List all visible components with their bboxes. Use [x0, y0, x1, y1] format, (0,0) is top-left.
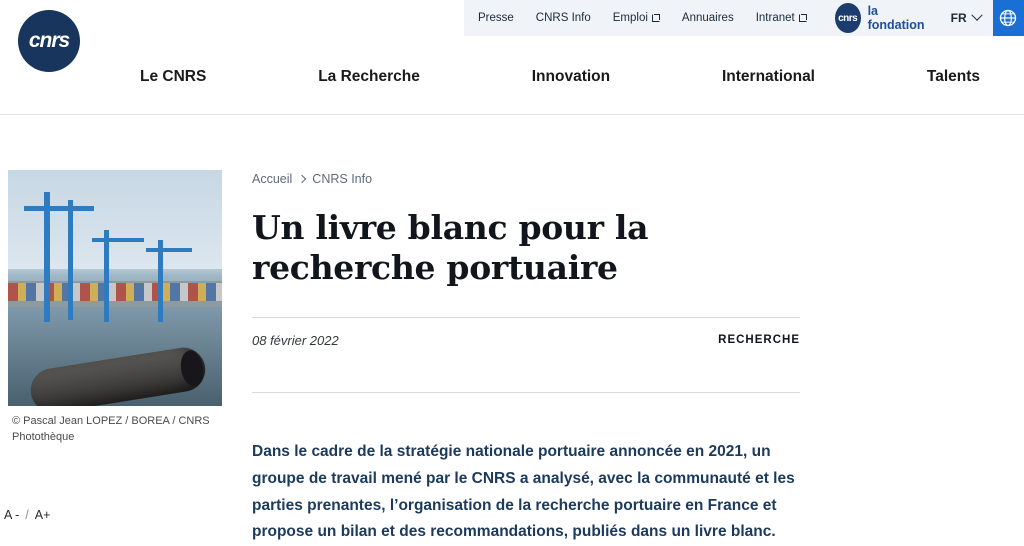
- article-lead-paragraph: Dans le cadre de la stratégie nationale portuaire annoncée en 2021, un groupe de travail mené par le CNRS a analysé, avec la communauté et les parties prenantes, l’organisation de la recherche portuaire en France et propose un bilan et des recommandations, publiés dans un livre blanc.: [252, 443, 795, 541]
- photo-sky: [8, 170, 222, 269]
- utility-link-annuaires[interactable]: [682, 12, 734, 24]
- category-tag[interactable]: RECHERCHE: [718, 334, 800, 347]
- nav-item-la-recherche[interactable]: La Recherche: [318, 68, 420, 85]
- photo-crane: [146, 248, 192, 252]
- chevron-down-icon: [971, 10, 982, 21]
- media-caption: © Pascal Jean LOPEZ / BOREA / CNRS Photothèque: [12, 415, 210, 443]
- photo-crane: [68, 200, 73, 320]
- cnrs-logo-text: cnrs: [28, 29, 70, 52]
- font-size-increase-button[interactable]: A+: [34, 508, 51, 522]
- chevron-right-icon: [298, 175, 306, 183]
- font-size-decrease-button[interactable]: A -: [4, 508, 20, 522]
- utility-link-emploi[interactable]: [613, 12, 660, 24]
- photo-crane: [104, 230, 109, 322]
- photo-crane: [158, 240, 163, 322]
- utility-link-label: Intranet: [755, 12, 795, 24]
- utility-link-label: Emploi: [612, 12, 648, 24]
- publication-date: 08 février 2022: [252, 332, 339, 348]
- article-media: [8, 170, 222, 446]
- external-link-icon: [799, 14, 807, 22]
- page-title: Un livre blanc pour la recherche portuaire: [252, 208, 649, 287]
- utility-links: [464, 0, 829, 36]
- nav-item-le-cnrs[interactable]: Le CNRS: [140, 68, 207, 85]
- main-navigation: [140, 58, 980, 96]
- utility-link-label: Annuaires: [681, 12, 734, 24]
- utility-link-intranet[interactable]: [756, 12, 807, 24]
- port-crane-photo[interactable]: [8, 170, 222, 406]
- article-content: [252, 172, 800, 546]
- language-selector[interactable]: [939, 0, 993, 36]
- photo-containers: [8, 283, 222, 301]
- breadcrumb: [252, 172, 800, 186]
- font-size-separator: /: [25, 508, 29, 522]
- header-divider: [0, 114, 1024, 115]
- language-label: FR: [950, 11, 967, 25]
- breadcrumb-item-cnrs-info[interactable]: CNRS Info: [312, 172, 373, 186]
- photo-crane: [92, 238, 144, 242]
- meta-divider-bottom: [252, 392, 800, 393]
- article-meta: [252, 318, 800, 362]
- breadcrumb-item-accueil[interactable]: Accueil: [252, 172, 293, 186]
- fondation-logo-icon: cnrs: [835, 3, 861, 33]
- nav-item-innovation[interactable]: Innovation: [531, 68, 611, 85]
- fondation-label: la fondation: [867, 4, 925, 32]
- nav-item-talents[interactable]: Talents: [926, 68, 980, 85]
- globe-icon: [998, 8, 1018, 28]
- nav-item-international[interactable]: International: [721, 68, 815, 85]
- utility-link-label: Presse: [478, 12, 514, 24]
- utility-link-presse[interactable]: [478, 12, 514, 24]
- photo-crane: [24, 206, 94, 211]
- external-link-icon: [652, 14, 660, 22]
- utility-bar: [464, 0, 1024, 36]
- utility-link-label: CNRS Info: [535, 12, 591, 24]
- fondation-link[interactable]: [829, 0, 939, 36]
- language-globe-button[interactable]: [993, 0, 1024, 36]
- photo-crane: [44, 192, 50, 322]
- utility-link-cnrs-info[interactable]: [536, 12, 591, 24]
- cnrs-logo[interactable]: [18, 10, 80, 72]
- font-size-control: [4, 508, 50, 522]
